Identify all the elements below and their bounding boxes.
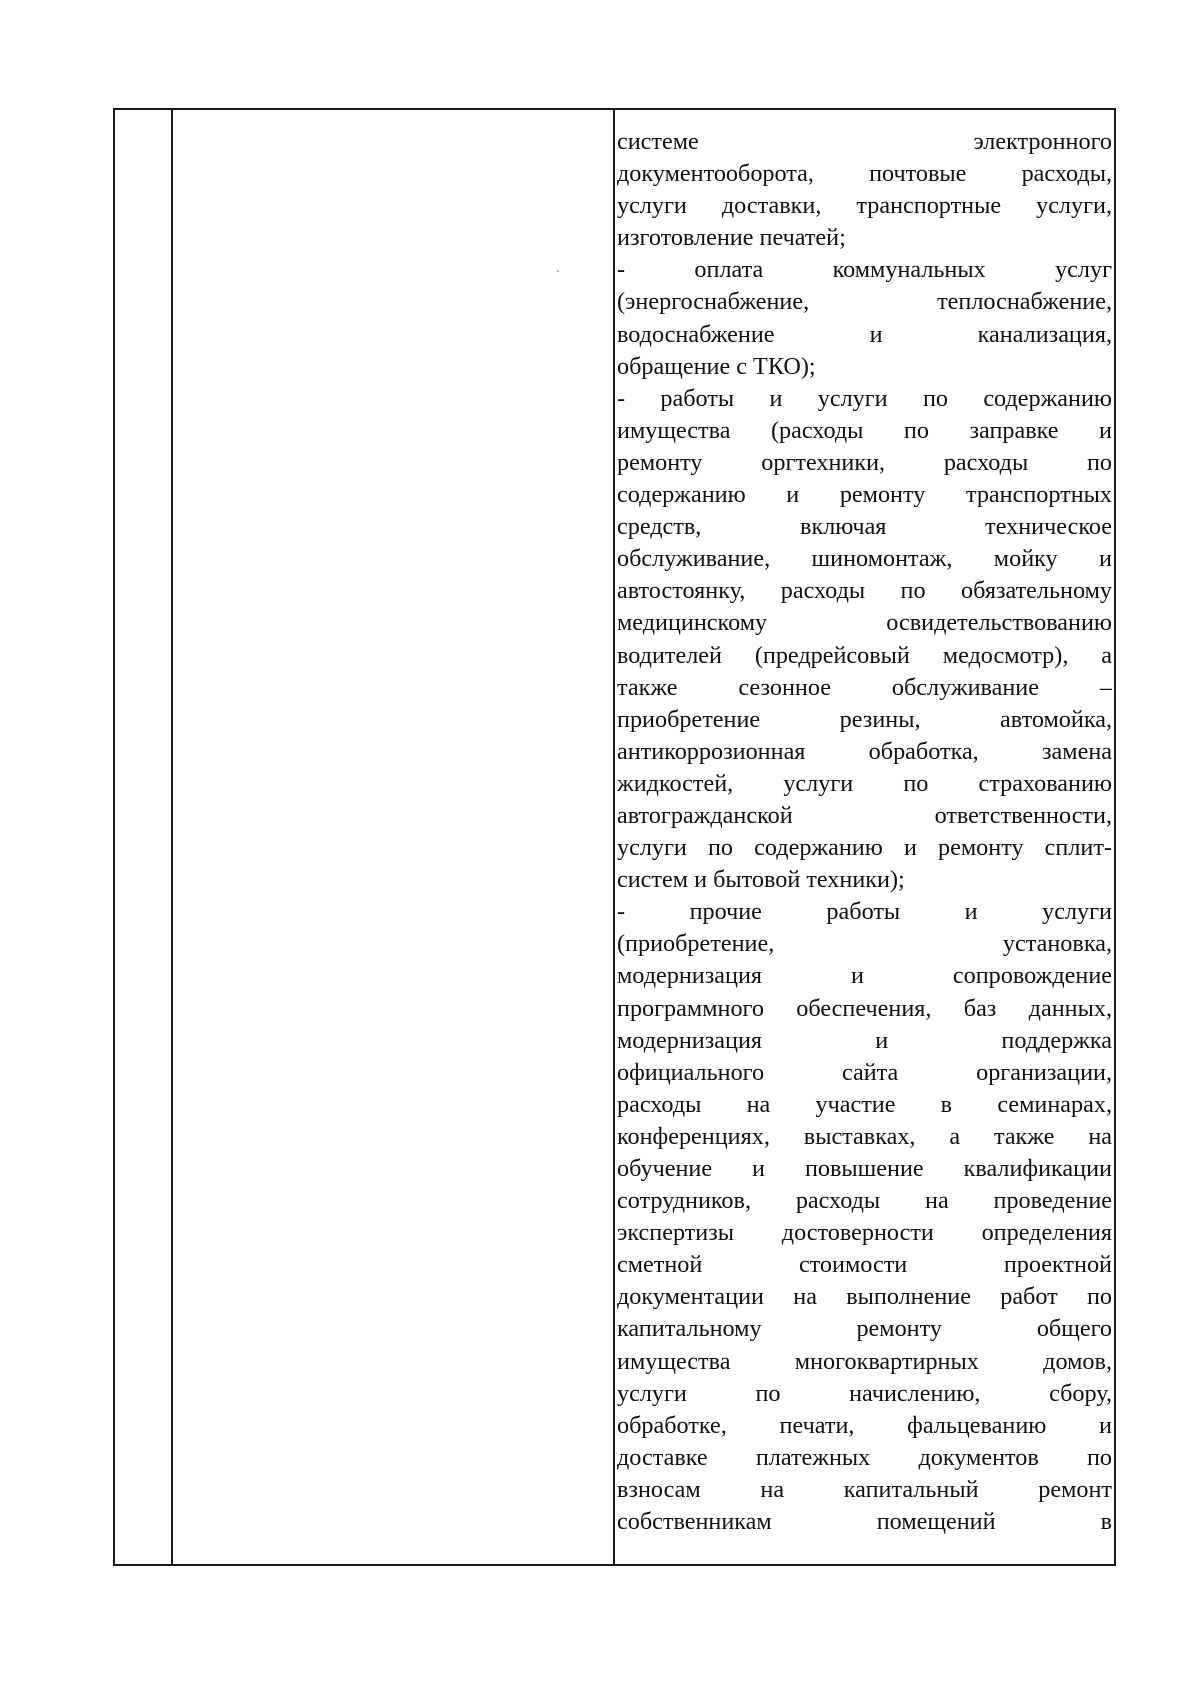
- text-line: взносам на капитальный ремонт: [617, 1475, 1112, 1503]
- column-divider-2: [613, 110, 615, 1564]
- text-line: - работы и услуги по содержанию: [617, 384, 1112, 412]
- text-line: ремонту оргтехники, расходы по: [617, 448, 1112, 476]
- text-line: обслуживание, шиномонтаж, мойку и: [617, 545, 1112, 573]
- column-divider-1: [171, 110, 173, 1564]
- text-line: медицинскому освидетельствованию: [617, 609, 1112, 637]
- text-line: - оплата коммунальных услуг: [617, 256, 1112, 284]
- text-line: сметной стоимости проектной: [617, 1251, 1112, 1279]
- table-cell-text: [617, 126, 1112, 1538]
- text-line: расходы на участие в семинарах,: [617, 1090, 1112, 1118]
- text-line: жидкостей, услуги по страхованию: [617, 769, 1112, 797]
- text-line: также сезонное обслуживание –: [617, 673, 1112, 701]
- text-line: собственникам помещений в: [617, 1508, 1112, 1536]
- text-line: - прочие работы и услуги: [617, 898, 1112, 926]
- text-line: водоснабжение и канализация,: [617, 320, 1112, 348]
- text-line: приобретение резины, автомойка,: [617, 705, 1112, 733]
- text-line: водителей (предрейсовый медосмотр), а: [617, 641, 1112, 669]
- text-line: официального сайта организации,: [617, 1058, 1112, 1086]
- text-line: программного обеспечения, баз данных,: [617, 994, 1112, 1022]
- text-line: модернизация и поддержка: [617, 1026, 1112, 1054]
- text-line: конференциях, выставках, а также на: [617, 1122, 1112, 1150]
- text-line: доставке платежных документов по: [617, 1443, 1112, 1471]
- text-line: обучение и повышение квалификации: [617, 1155, 1112, 1182]
- text-line: автостоянку, расходы по обязательному: [617, 577, 1112, 605]
- text-line: модернизация и сопровождение: [617, 962, 1112, 990]
- text-line: (приобретение, установка,: [617, 930, 1112, 958]
- text-line: имущества (расходы по заправке и: [617, 416, 1112, 444]
- text-line: услуги доставки, транспортные услуги,: [617, 192, 1112, 220]
- text-line: средств, включая техническое: [617, 513, 1112, 541]
- text-line: услуги по начислению, сбору,: [617, 1379, 1112, 1407]
- text-line: обработке, печати, фальцеванию и: [617, 1411, 1112, 1439]
- text-line: обращение с ТКО);: [617, 352, 816, 380]
- text-line: системе электронного: [617, 128, 1112, 155]
- text-line: изготовление печатей;: [617, 224, 846, 252]
- text-line: экспертизы достоверности определения: [617, 1219, 1112, 1247]
- text-line: антикоррозионная обработка, замена: [617, 737, 1112, 765]
- text-line: систем и бытовой техники);: [617, 866, 905, 894]
- text-line: имущества многоквартирных домов,: [617, 1347, 1112, 1375]
- scan-speck: [557, 270, 559, 272]
- text-line: сотрудников, расходы на проведение: [617, 1187, 1112, 1215]
- text-line: содержанию и ремонту транспортных: [617, 481, 1112, 509]
- text-line: документооборота, почтовые расходы,: [617, 160, 1112, 188]
- text-line: капитальному ремонту общего: [617, 1315, 1112, 1343]
- text-line: автогражданской ответственности,: [617, 801, 1112, 829]
- text-line: услуги по содержанию и ремонту сплит-: [617, 834, 1112, 862]
- text-line: документации на выполнение работ по: [617, 1283, 1112, 1311]
- text-line: (энергоснабжение, теплоснабжение,: [617, 288, 1112, 316]
